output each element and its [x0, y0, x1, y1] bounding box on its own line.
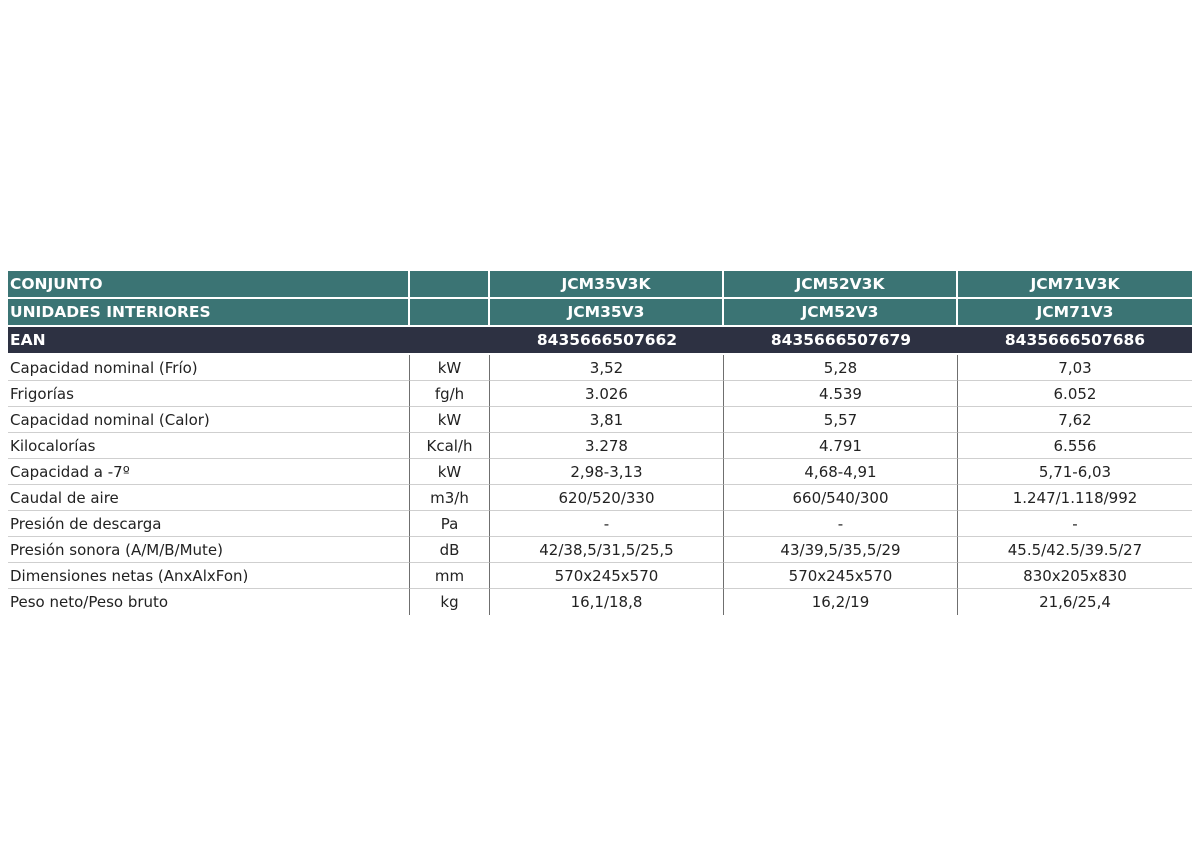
row-label: Frigorías: [8, 381, 410, 407]
value-cell: 3.278: [490, 433, 724, 459]
header-label: UNIDADES INTERIORES: [8, 299, 410, 325]
table-row: [8, 511, 1192, 537]
table-row: [8, 459, 1192, 485]
model-cell: JCM52V3K: [724, 271, 958, 297]
value-cell: 5,28: [724, 355, 958, 381]
value-cell: 16,1/18,8: [490, 589, 724, 615]
value-cell: -: [724, 511, 958, 537]
table-row: [8, 381, 1192, 407]
value-cell: 21,6/25,4: [1039, 593, 1111, 611]
table-row: [8, 407, 1192, 433]
row-unit: m3/h: [410, 485, 490, 511]
row-label: Dimensiones netas (AnxAlxFon): [8, 563, 410, 589]
ean-row: [8, 327, 1192, 355]
model-cell: JCM52V3: [724, 299, 958, 325]
value-cell: 43/39,5/35,5/29: [724, 537, 958, 563]
value-cell: 6.052: [958, 381, 1192, 407]
model-cell: JCM71V3K: [958, 271, 1192, 297]
value-cell: 5,57: [724, 407, 958, 433]
model-cell: JCM71V3: [958, 299, 1192, 325]
row-label: Peso neto/Peso bruto: [8, 589, 410, 615]
row-label: Presión sonora (A/M/B/Mute): [8, 537, 410, 563]
ean-unit: [410, 327, 490, 353]
value-cell: 2,98-3,13: [490, 459, 724, 485]
specifications-table: [8, 271, 1192, 615]
value-cell: 570x245x570: [490, 563, 724, 589]
header-unit: [410, 299, 490, 325]
value-cell: 4.539: [724, 381, 958, 407]
value-cell: 7,62: [958, 407, 1192, 433]
row-label: Capacidad nominal (Frío): [8, 355, 410, 381]
value-cell: 4,68-4,91: [724, 459, 958, 485]
row-unit: kW: [410, 459, 490, 485]
table-row: [8, 355, 1192, 381]
value-cell: 45.5/42.5/39.5/27: [958, 537, 1192, 563]
value-cell: 5,71-6,03: [958, 459, 1192, 485]
row-label: Capacidad nominal (Calor): [8, 407, 410, 433]
value-cell: 660/540/300: [724, 485, 958, 511]
value-cell: -: [490, 511, 724, 537]
header-row-conjunto: [8, 271, 1192, 299]
value-cell: 42/38,5/31,5/25,5: [490, 537, 724, 563]
value-cell: 16,2/19: [724, 589, 958, 615]
header-unit: [410, 271, 490, 297]
header-row-unidades-interiores: [8, 299, 1192, 327]
value-cell: 4.791: [724, 433, 958, 459]
row-unit: Kcal/h: [410, 433, 490, 459]
value-cell: 570x245x570: [724, 563, 958, 589]
value-cell: 620/520/330: [490, 485, 724, 511]
row-unit: fg/h: [410, 381, 490, 407]
ean-code: 8435666507686: [958, 327, 1192, 353]
table-row: [8, 563, 1192, 589]
row-label: Kilocalorías: [8, 433, 410, 459]
row-unit: Pa: [410, 511, 490, 537]
row-unit: kW: [410, 407, 490, 433]
row-unit: kg: [410, 589, 490, 615]
model-cell: JCM35V3: [490, 299, 724, 325]
header-label: CONJUNTO: [8, 271, 410, 297]
ean-label: EAN: [8, 327, 410, 353]
row-unit: mm: [410, 563, 490, 589]
value-cell: 3,52: [490, 355, 724, 381]
model-cell: JCM35V3K: [490, 271, 724, 297]
table-row: [8, 485, 1192, 511]
row-label: Caudal de aire: [8, 485, 410, 511]
value-cell: 830x205x830: [958, 563, 1192, 589]
row-label: Presión de descarga: [8, 511, 410, 537]
value-cell: -: [958, 511, 1192, 537]
table-row: [8, 433, 1192, 459]
value-cell: 6.556: [958, 433, 1192, 459]
row-unit: kW: [410, 355, 490, 381]
value-cell: 3,81: [490, 407, 724, 433]
ean-code: 8435666507679: [724, 327, 958, 353]
value-cell: 1.247/1.118/992: [958, 485, 1192, 511]
ean-code: 8435666507662: [490, 327, 724, 353]
value-cell: 7,03: [958, 355, 1192, 381]
table-row: [8, 537, 1192, 563]
value-cell: 3.026: [490, 381, 724, 407]
row-unit: dB: [410, 537, 490, 563]
table-row: [8, 589, 1192, 615]
row-label: Capacidad a -7º: [8, 459, 410, 485]
